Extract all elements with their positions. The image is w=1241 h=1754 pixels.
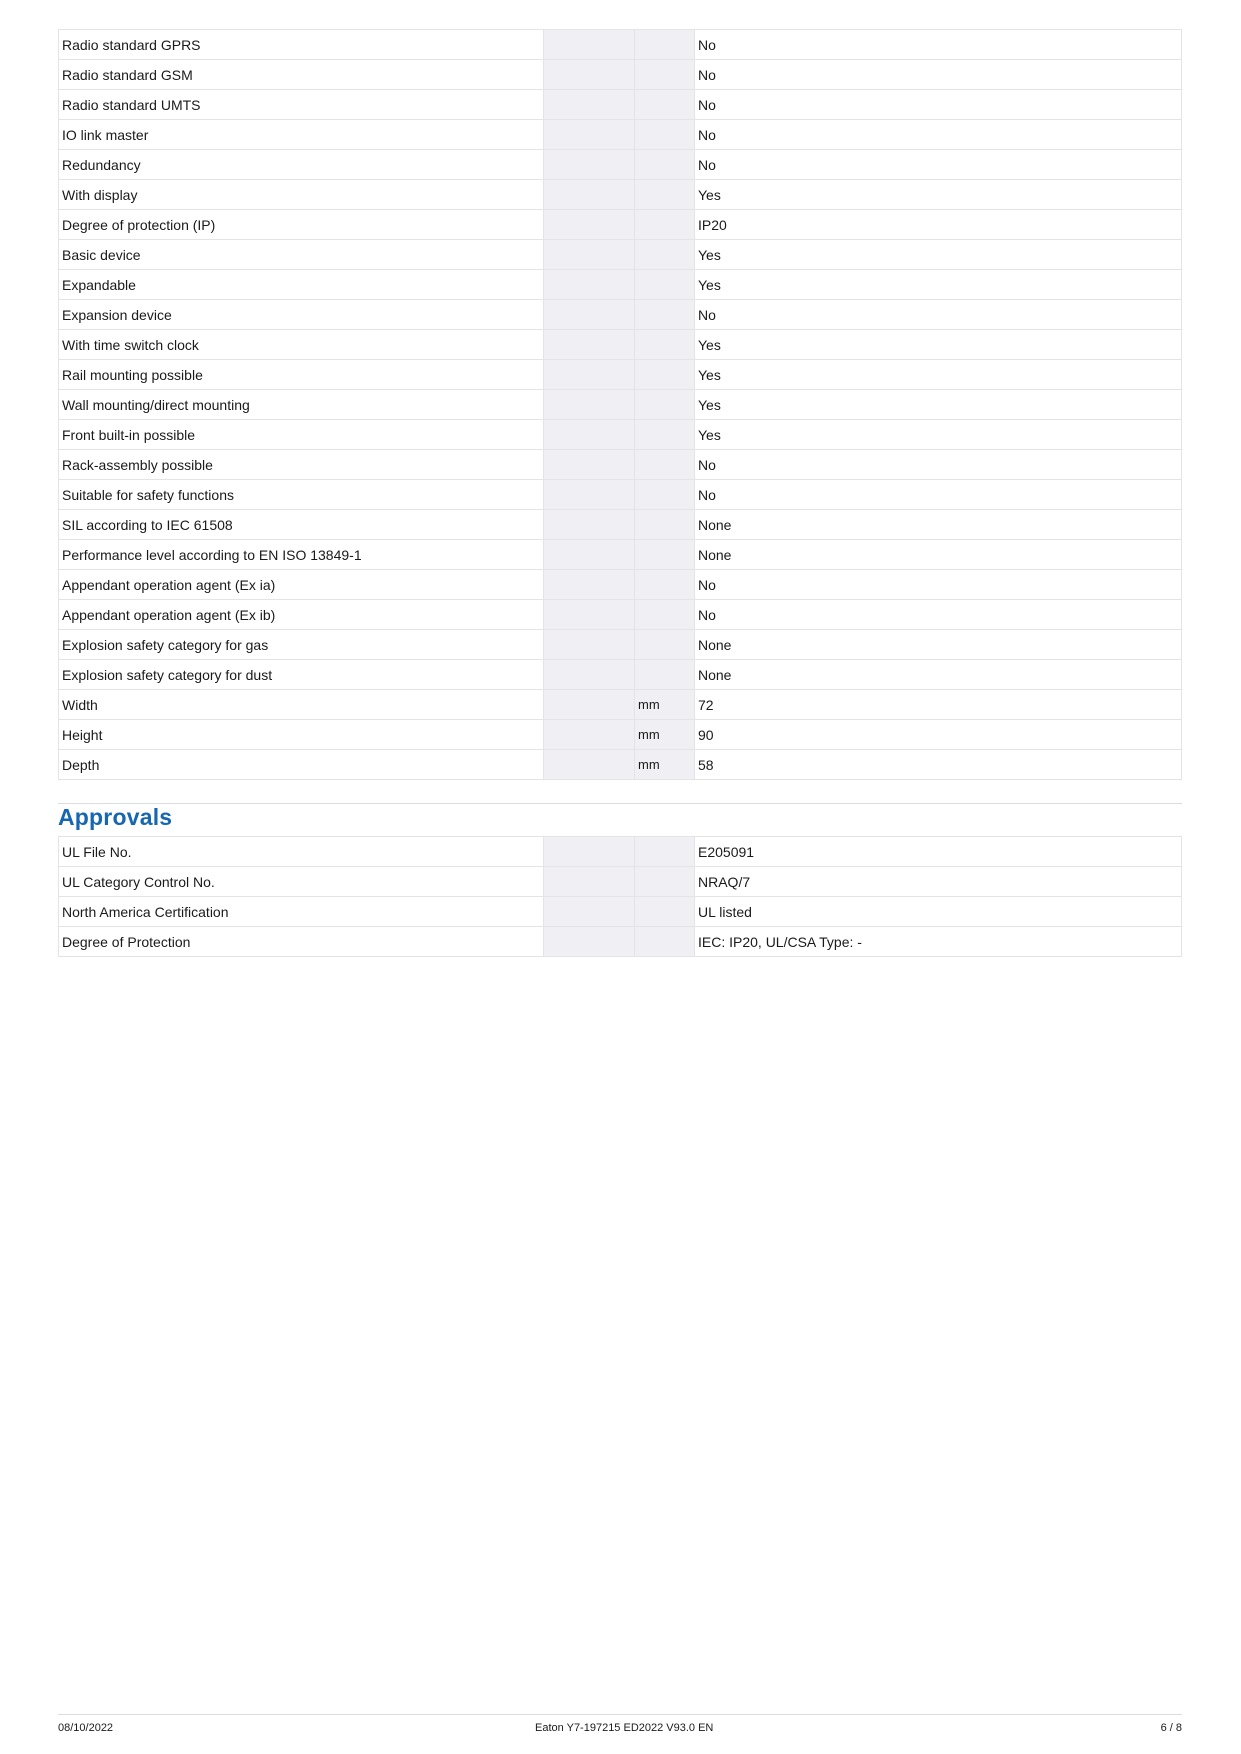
property-unit	[635, 450, 695, 480]
property-label: Height	[59, 720, 544, 750]
spacer-cell	[544, 750, 635, 780]
property-unit	[635, 360, 695, 390]
property-value: No	[695, 30, 1182, 60]
spacer-cell	[544, 300, 635, 330]
property-value: None	[695, 540, 1182, 570]
property-label: Degree of Protection	[59, 927, 544, 957]
property-unit	[635, 660, 695, 690]
property-value: UL listed	[695, 897, 1182, 927]
property-label: Rail mounting possible	[59, 360, 544, 390]
property-unit	[635, 300, 695, 330]
property-unit	[635, 270, 695, 300]
spacer-cell	[544, 330, 635, 360]
property-value: None	[695, 660, 1182, 690]
approvals-heading: Approvals	[58, 804, 173, 830]
spec-row	[59, 30, 1182, 60]
property-unit	[635, 480, 695, 510]
spacer-cell	[544, 120, 635, 150]
property-value: IP20	[695, 210, 1182, 240]
property-unit	[635, 837, 695, 867]
property-label: Radio standard UMTS	[59, 90, 544, 120]
property-unit	[635, 600, 695, 630]
property-label: North America Certification	[59, 897, 544, 927]
spacer-cell	[544, 570, 635, 600]
spec-row	[59, 600, 1182, 630]
spec-row	[59, 180, 1182, 210]
property-label: Appendant operation agent (Ex ia)	[59, 570, 544, 600]
property-unit	[635, 180, 695, 210]
property-unit: mm	[635, 750, 695, 780]
property-value: Yes	[695, 330, 1182, 360]
spacer-cell	[544, 420, 635, 450]
property-value: None	[695, 510, 1182, 540]
property-unit	[635, 927, 695, 957]
spec-row	[59, 240, 1182, 270]
property-label: Expandable	[59, 270, 544, 300]
property-unit	[635, 570, 695, 600]
property-label: Width	[59, 690, 544, 720]
specification-table	[58, 29, 1182, 780]
spec-row	[59, 450, 1182, 480]
property-value: Yes	[695, 240, 1182, 270]
spacer-cell	[544, 600, 635, 630]
property-label: Radio standard GPRS	[59, 30, 544, 60]
spacer-cell	[544, 180, 635, 210]
spacer-cell	[544, 360, 635, 390]
property-label: Wall mounting/direct mounting	[59, 390, 544, 420]
property-value: No	[695, 120, 1182, 150]
property-unit	[635, 30, 695, 60]
property-value: No	[695, 150, 1182, 180]
spec-row	[59, 750, 1182, 780]
spacer-cell	[544, 60, 635, 90]
spacer-cell	[544, 270, 635, 300]
spacer-cell	[544, 390, 635, 420]
property-label: IO link master	[59, 120, 544, 150]
property-value: No	[695, 300, 1182, 330]
approval-row	[59, 867, 1182, 897]
spec-row	[59, 660, 1182, 690]
property-value: E205091	[695, 837, 1182, 867]
property-value: No	[695, 90, 1182, 120]
spec-row	[59, 90, 1182, 120]
property-unit	[635, 510, 695, 540]
spec-row	[59, 210, 1182, 240]
property-label: With display	[59, 180, 544, 210]
approvals-table-body	[59, 837, 1182, 957]
spec-row	[59, 630, 1182, 660]
property-label: UL File No.	[59, 837, 544, 867]
property-label: SIL according to IEC 61508	[59, 510, 544, 540]
spacer-cell	[544, 210, 635, 240]
spacer-cell	[544, 690, 635, 720]
spacer-cell	[544, 867, 635, 897]
property-unit	[635, 330, 695, 360]
property-label: Rack-assembly possible	[59, 450, 544, 480]
spec-row	[59, 330, 1182, 360]
spec-row	[59, 390, 1182, 420]
property-value: No	[695, 60, 1182, 90]
approval-row	[59, 927, 1182, 957]
property-label: Expansion device	[59, 300, 544, 330]
property-unit	[635, 210, 695, 240]
property-label: Appendant operation agent (Ex ib)	[59, 600, 544, 630]
property-value: NRAQ/7	[695, 867, 1182, 897]
spacer-cell	[544, 450, 635, 480]
property-value: IEC: IP20, UL/CSA Type: -	[695, 927, 1182, 957]
property-label: Front built-in possible	[59, 420, 544, 450]
property-label: Basic device	[59, 240, 544, 270]
footer-page-number: 6 / 8	[1160, 1722, 1182, 1734]
spec-row	[59, 570, 1182, 600]
property-value: 58	[695, 750, 1182, 780]
approval-row	[59, 837, 1182, 867]
property-value: Yes	[695, 270, 1182, 300]
property-value: Yes	[695, 390, 1182, 420]
property-unit	[635, 150, 695, 180]
spacer-cell	[544, 30, 635, 60]
footer-date: 08/10/2022	[58, 1722, 114, 1734]
footer-document-id: Eaton Y7-197215 ED2022 V93.0 EN	[535, 1722, 714, 1734]
spacer-cell	[544, 720, 635, 750]
spacer-cell	[544, 660, 635, 690]
spacer-cell	[544, 240, 635, 270]
spec-row	[59, 300, 1182, 330]
property-value: None	[695, 630, 1182, 660]
spec-row	[59, 60, 1182, 90]
property-label: With time switch clock	[59, 330, 544, 360]
spacer-cell	[544, 897, 635, 927]
footer-divider	[58, 1714, 1182, 1715]
spec-row	[59, 120, 1182, 150]
property-unit	[635, 867, 695, 897]
spacer-cell	[544, 927, 635, 957]
spacer-cell	[544, 480, 635, 510]
property-label: Explosion safety category for dust	[59, 660, 544, 690]
approvals-section-divider	[58, 803, 1182, 804]
property-unit	[635, 60, 695, 90]
approval-row	[59, 897, 1182, 927]
spec-row	[59, 720, 1182, 750]
property-label: Explosion safety category for gas	[59, 630, 544, 660]
property-unit	[635, 90, 695, 120]
spec-row	[59, 360, 1182, 390]
property-label: Degree of protection (IP)	[59, 210, 544, 240]
property-value: No	[695, 600, 1182, 630]
spacer-cell	[544, 837, 635, 867]
spec-row	[59, 270, 1182, 300]
property-value: 72	[695, 690, 1182, 720]
specification-table-body	[59, 30, 1182, 780]
property-value: No	[695, 450, 1182, 480]
property-value: Yes	[695, 180, 1182, 210]
property-label: Suitable for safety functions	[59, 480, 544, 510]
approvals-table	[58, 836, 1182, 957]
spacer-cell	[544, 90, 635, 120]
property-value: Yes	[695, 360, 1182, 390]
property-label: Depth	[59, 750, 544, 780]
property-unit: mm	[635, 690, 695, 720]
spec-row	[59, 540, 1182, 570]
property-value: No	[695, 570, 1182, 600]
property-unit: mm	[635, 720, 695, 750]
property-unit	[635, 540, 695, 570]
property-label: Redundancy	[59, 150, 544, 180]
property-unit	[635, 897, 695, 927]
property-unit	[635, 240, 695, 270]
property-value: Yes	[695, 420, 1182, 450]
spacer-cell	[544, 510, 635, 540]
spacer-cell	[544, 150, 635, 180]
spacer-cell	[544, 630, 635, 660]
spacer-cell	[544, 540, 635, 570]
spec-row	[59, 510, 1182, 540]
spec-row	[59, 150, 1182, 180]
spec-row	[59, 420, 1182, 450]
property-value: 90	[695, 720, 1182, 750]
property-unit	[635, 120, 695, 150]
spec-row	[59, 480, 1182, 510]
property-label: Performance level according to EN ISO 13849-1	[59, 540, 544, 570]
property-label: Radio standard GSM	[59, 60, 544, 90]
spec-row	[59, 690, 1182, 720]
property-unit	[635, 630, 695, 660]
property-label: UL Category Control No.	[59, 867, 544, 897]
property-value: No	[695, 480, 1182, 510]
property-unit	[635, 390, 695, 420]
property-unit	[635, 420, 695, 450]
